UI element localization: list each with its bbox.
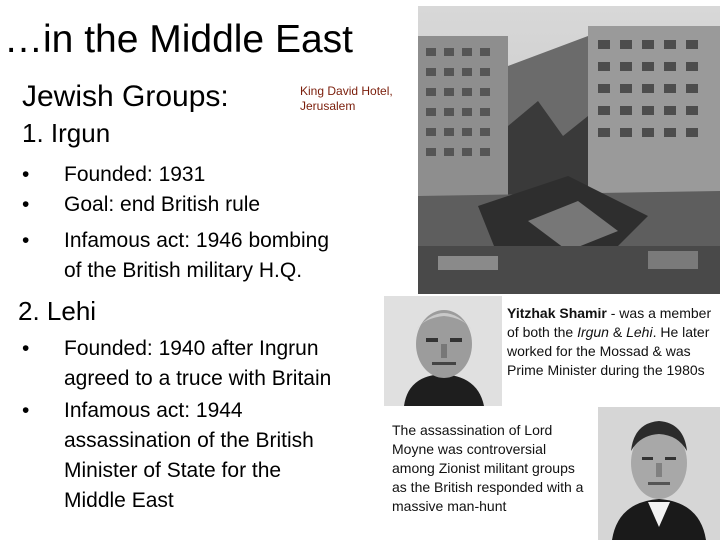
hotel-caption-line1: King David Hotel,: [300, 84, 393, 98]
bullet-line: Minister of State for the: [64, 459, 282, 482]
bullet-marker: •: [22, 337, 30, 360]
bullet-marker: •: [22, 399, 30, 422]
bullet-text: Founded: 1931: [64, 163, 206, 186]
list-item: [22, 226, 392, 288]
shamir-caption-text: - was a member of both the: [507, 305, 712, 340]
section-subtitle: Jewish Groups:: [22, 80, 229, 113]
group2-heading: 2. Lehi: [18, 296, 97, 326]
list-item: [22, 334, 392, 396]
bullet-text: [64, 334, 331, 394]
bullet-marker: •: [22, 193, 30, 216]
bullet-text: [64, 226, 329, 286]
irgun-term: Irgun: [577, 324, 609, 340]
bullet-line: Founded: 1940 after Ingrun: [64, 337, 319, 360]
bullet-line: Infamous act: 1946 bombing: [64, 229, 330, 252]
hotel-caption-line2: Jerusalem: [300, 99, 356, 113]
bullet-line: assassination of the British: [64, 429, 314, 452]
bullet-line: agreed to a truce with Britain: [64, 367, 332, 390]
shamir-name: Yitzhak Shamir: [507, 305, 607, 321]
slide-title: …in the Middle East: [4, 18, 354, 61]
lord-moyne-portrait: [598, 407, 720, 540]
king-david-hotel-photo: [418, 6, 720, 294]
moyne-caption: The assassination of Lord Moyne was controversial among Zionist militant groups as the British responded with a massive man-hunt: [392, 422, 584, 514]
list-item: [22, 396, 392, 520]
bullet-text: [64, 396, 314, 516]
bullet-text: Goal: end British rule: [64, 193, 261, 216]
bullet-marker: •: [22, 229, 30, 252]
shamir-caption-text: . He later worked for the Mossad & was Prime Minister during the 1980s: [507, 324, 710, 378]
lehi-term: Lehi: [626, 324, 653, 340]
group1-heading: 1. Irgun: [22, 118, 111, 148]
list-item: [22, 190, 382, 220]
bullet-line: of the British military H.Q.: [64, 259, 303, 282]
list-item: [22, 160, 382, 190]
bullet-marker: •: [22, 163, 30, 186]
hotel-photo-caption: [300, 84, 393, 114]
yitzhak-shamir-portrait: [384, 296, 502, 406]
bullet-line: Middle East: [64, 489, 174, 512]
shamir-caption: [507, 304, 715, 380]
bullet-line: Infamous act: 1944: [64, 399, 243, 422]
shamir-caption-text: &: [608, 324, 627, 340]
